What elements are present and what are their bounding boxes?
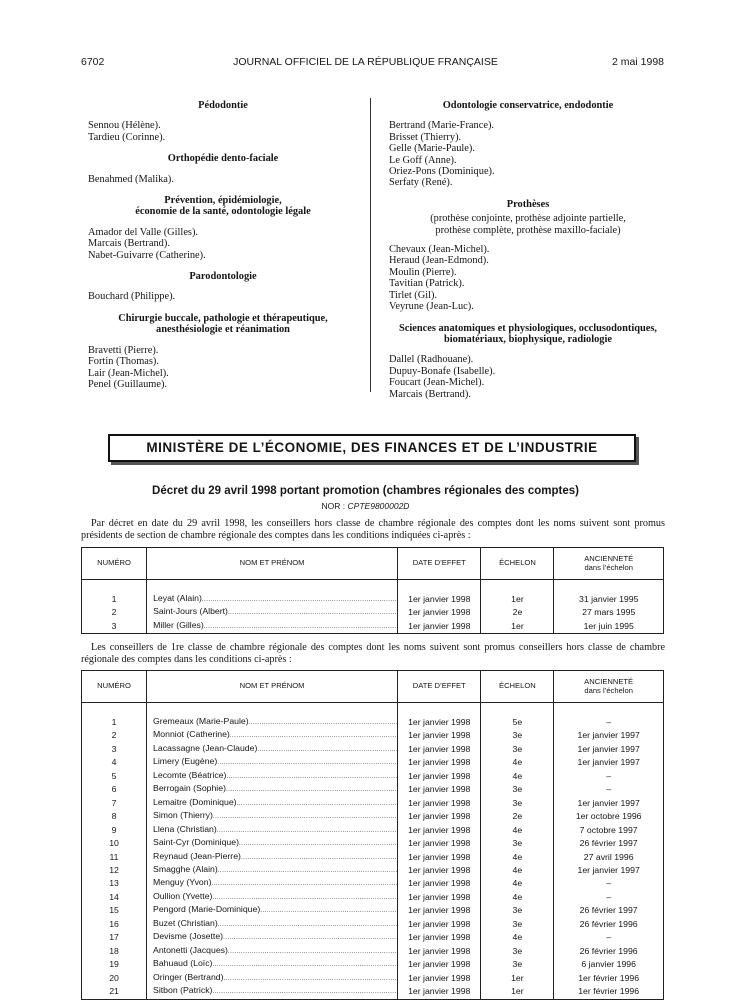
- row-date: 1er janvier 1998: [398, 945, 481, 958]
- row-date: 1er janvier 1998: [398, 716, 481, 729]
- dot-leader: [212, 960, 397, 971]
- row-anciennete: 26 février 1997: [554, 904, 664, 917]
- row-name: Pengord (Marie-Dominique): [153, 904, 261, 915]
- nor-code: CPTE9800002D: [347, 501, 410, 511]
- dot-leader: [223, 933, 397, 944]
- table-row: [82, 891, 664, 904]
- section-subtitle: [389, 213, 667, 236]
- section-title: Odontologie conservatrice, endodontie: [442, 100, 614, 111]
- table-row: [82, 864, 664, 877]
- row-name: Bahuaud (Loïc): [153, 958, 213, 969]
- col-header-numero: NUMÉRO: [82, 548, 147, 580]
- dot-leader: [212, 987, 397, 998]
- row-name: Llena (Christian): [153, 823, 217, 834]
- row-date: 1er janvier 1998: [398, 864, 481, 877]
- member-name: Le Goff (Anne).: [389, 154, 457, 166]
- member-name: Veyrune (Jean-Luc).: [389, 301, 474, 313]
- row-date: 1er janvier 1998: [398, 743, 481, 756]
- row-date: 1er janvier 1998: [398, 593, 481, 606]
- row-anciennete: 1er janvier 1997: [554, 729, 664, 742]
- table-row: [82, 606, 664, 619]
- row-name: Saint-Cyr (Dominique): [153, 837, 239, 848]
- decree-title: Décret du 29 avril 1998 portant promotion (chambres régionales des comptes): [152, 485, 579, 497]
- row-echelon: 3e: [481, 729, 554, 742]
- row-number: 4: [82, 756, 147, 769]
- row-echelon: 5e: [481, 716, 554, 729]
- row-name: Lacassagne (Jean-Claude): [153, 742, 258, 753]
- row-name-cell: [147, 918, 398, 931]
- member-name: Benahmed (Malika).: [88, 173, 174, 185]
- row-name-cell: [147, 783, 398, 796]
- row-echelon: 3e: [481, 837, 554, 850]
- row-number: 19: [82, 958, 147, 971]
- col-header-anciennete: ANCIENNETÉ dans l’échelon: [554, 671, 664, 703]
- section-title-line: économie de la santé, odontologie légale: [135, 206, 311, 218]
- row-name-cell: [147, 797, 398, 810]
- table-row: [82, 985, 664, 999]
- row-name-cell: [147, 716, 398, 729]
- dot-leader: [260, 906, 397, 917]
- row-name-cell: [147, 770, 398, 783]
- table-row: [82, 797, 664, 810]
- table-row: [82, 851, 664, 864]
- member-name: Sennou (Hélène).: [88, 120, 161, 132]
- table-row: [82, 810, 664, 823]
- decree-paragraph-1: Par décret en date du 29 avril 1998, les conseillers hors classe de chambre régionale des comptes dont les noms suivent sont promus présidents de section de chambre régionale des comptes dans les conditions indiquées ci-après :: [81, 518, 665, 541]
- row-echelon: 4e: [481, 891, 554, 904]
- row-anciennete: –: [554, 770, 664, 783]
- member-name: Serfaty (René).: [389, 177, 453, 189]
- row-anciennete: –: [554, 877, 664, 890]
- row-number: 5: [82, 770, 147, 783]
- member-name: Nabet-Guivarre (Catherine).: [88, 249, 206, 261]
- row-anciennete: 1er janvier 1997: [554, 797, 664, 810]
- row-date: 1er janvier 1998: [398, 877, 481, 890]
- table-row: [82, 620, 664, 634]
- member-name: Bertrand (Marie-France).: [389, 120, 495, 132]
- row-name-cell: [147, 904, 398, 917]
- dot-leader: [218, 866, 397, 877]
- row-anciennete: 1er février 1996: [554, 972, 664, 985]
- left-column: [88, 100, 358, 390]
- dot-leader: [257, 745, 397, 756]
- column-divider: [370, 98, 371, 392]
- section-title: Orthopédie dento-faciale: [167, 153, 279, 165]
- row-echelon: 3e: [481, 783, 554, 796]
- row-date: 1er janvier 1998: [398, 824, 481, 837]
- row-name-cell: [147, 620, 398, 634]
- row-name-cell: [147, 931, 398, 944]
- row-name-cell: [147, 743, 398, 756]
- row-number: 3: [82, 743, 147, 756]
- row-anciennete: 27 mars 1995: [554, 606, 664, 619]
- dot-leader: [213, 812, 397, 823]
- row-date: 1er janvier 1998: [398, 958, 481, 971]
- row-number: 20: [82, 972, 147, 985]
- row-number: 13: [82, 877, 147, 890]
- row-name-cell: [147, 824, 398, 837]
- row-name: Limery (Eugène): [153, 756, 218, 767]
- row-name: Saint-Jours (Albert): [153, 606, 228, 617]
- subtitle-line: prothèse complète, prothèse maxillo-faciale): [435, 224, 621, 236]
- member-name: Lair (Jean-Michel).: [88, 367, 169, 379]
- row-number: 16: [82, 918, 147, 931]
- member-name: Brisset (Thierry).: [389, 131, 462, 143]
- ministry-banner: MINISTÈRE DE L’ÉCONOMIE, DES FINANCES ET DE L’INDUSTRIE: [108, 434, 636, 462]
- row-number: 11: [82, 851, 147, 864]
- row-name-cell: [147, 891, 398, 904]
- row-echelon: 2e: [481, 810, 554, 823]
- member-name: Bravetti (Pierre).: [88, 344, 159, 356]
- table-row: [82, 756, 664, 769]
- dot-leader: [202, 595, 397, 606]
- row-echelon: 3e: [481, 743, 554, 756]
- row-anciennete: 26 février 1996: [554, 945, 664, 958]
- table-row: [82, 837, 664, 850]
- row-echelon: 4e: [481, 770, 554, 783]
- dot-leader: [241, 853, 397, 864]
- table-row: [82, 945, 664, 958]
- row-number: 7: [82, 797, 147, 810]
- row-number: 3: [82, 620, 147, 634]
- row-date: 1er janvier 1998: [398, 931, 481, 944]
- row-name: Sitbon (Patrick): [153, 985, 213, 996]
- row-echelon: 4e: [481, 851, 554, 864]
- row-echelon: 2e: [481, 606, 554, 619]
- col-header-date: DATE D’EFFET: [398, 671, 481, 703]
- dot-leader: [230, 731, 397, 742]
- row-name: Antonetti (Jacques): [153, 944, 228, 955]
- table-row: [82, 904, 664, 917]
- section-title-line: Prévention, épidémiologie,: [164, 195, 282, 207]
- dot-leader: [249, 718, 397, 729]
- row-echelon: 3e: [481, 918, 554, 931]
- row-name-cell: [147, 972, 398, 985]
- row-echelon: 3e: [481, 797, 554, 810]
- row-name-cell: [147, 877, 398, 890]
- row-anciennete: –: [554, 716, 664, 729]
- dot-leader: [226, 772, 397, 783]
- col-header-anciennete: ANCIENNETÉ dans l’échelon: [554, 548, 664, 580]
- row-anciennete: –: [554, 891, 664, 904]
- row-echelon: 4e: [481, 877, 554, 890]
- col-header-echelon: ÉCHELON: [481, 548, 554, 580]
- row-date: 1er janvier 1998: [398, 904, 481, 917]
- col-header-nom: NOM ET PRÉNOM: [147, 548, 398, 580]
- col-header-echelon: ÉCHELON: [481, 671, 554, 703]
- row-date: 1er janvier 1998: [398, 783, 481, 796]
- member-name: Dallel (Radhouane).: [389, 354, 474, 366]
- row-echelon: 3e: [481, 958, 554, 971]
- dot-leader: [239, 839, 397, 850]
- row-anciennete: 1er janvier 1997: [554, 864, 664, 877]
- row-number: 10: [82, 837, 147, 850]
- row-name: Miller (Gilles): [153, 619, 204, 630]
- row-echelon: 4e: [481, 824, 554, 837]
- row-date: 1er janvier 1998: [398, 851, 481, 864]
- member-name: Heraud (Jean-Edmond).: [389, 255, 489, 267]
- dot-leader: [211, 879, 397, 890]
- member-name: Oriez-Pons (Dominique).: [389, 166, 495, 178]
- row-date: 1er janvier 1998: [398, 770, 481, 783]
- dot-leader: [228, 947, 397, 958]
- nor-reference: [0, 501, 731, 511]
- row-name-cell: [147, 837, 398, 850]
- row-echelon: 3e: [481, 945, 554, 958]
- row-anciennete: 26 février 1996: [554, 918, 664, 931]
- member-name: Tavitian (Patrick).: [389, 278, 465, 290]
- dot-leader: [212, 893, 397, 904]
- row-echelon: 1er: [481, 620, 554, 634]
- section-title: [88, 195, 358, 218]
- row-date: 1er janvier 1998: [398, 606, 481, 619]
- issue-date: 2 mai 1998: [612, 56, 664, 68]
- row-number: 15: [82, 904, 147, 917]
- conseillers-table: [81, 670, 664, 1000]
- member-name: Marcais (Bertrand).: [88, 238, 170, 250]
- table-row: [82, 877, 664, 890]
- row-anciennete: 6 janvier 1996: [554, 958, 664, 971]
- section-title-line: Chirurgie buccale, pathologie et thérapeutique,: [118, 312, 328, 324]
- row-number: 17: [82, 931, 147, 944]
- row-number: 14: [82, 891, 147, 904]
- journal-title: JOURNAL OFFICIEL DE LA RÉPUBLIQUE FRANÇAISE: [233, 56, 498, 68]
- row-name-cell: [147, 864, 398, 877]
- decree-paragraph-2: Les conseillers de 1re classe de chambre régionale des comptes dont les noms suivent sont promus conseillers hors classe de chambre régionale des comptes dans les conditions ci-après :: [81, 642, 665, 665]
- section-title: [88, 313, 358, 336]
- member-name: Amador del Valle (Gilles).: [88, 226, 199, 238]
- row-anciennete: 31 janvier 1995: [554, 593, 664, 606]
- row-anciennete: 1er juin 1995: [554, 620, 664, 634]
- row-number: 9: [82, 824, 147, 837]
- row-date: 1er janvier 1998: [398, 837, 481, 850]
- row-number: 2: [82, 729, 147, 742]
- right-column: [389, 100, 667, 400]
- section-title: [389, 323, 667, 346]
- row-echelon: 1er: [481, 593, 554, 606]
- member-name: Marcais (Bertrand).: [389, 388, 471, 400]
- member-name: Foucart (Jean-Michel).: [389, 377, 485, 389]
- row-name: Leyat (Alain): [153, 593, 202, 603]
- row-anciennete: 1er janvier 1997: [554, 756, 664, 769]
- row-name: Gremeaux (Marie-Paule): [153, 716, 249, 726]
- presidents-table: [81, 547, 664, 634]
- row-date: 1er janvier 1998: [398, 985, 481, 999]
- row-name: Oringer (Bertrand): [153, 971, 224, 982]
- member-name: Moulin (Pierre).: [389, 266, 457, 278]
- row-number: 18: [82, 945, 147, 958]
- dot-leader: [226, 785, 397, 796]
- row-name: Monniot (Catherine): [153, 729, 230, 740]
- row-name-cell: [147, 851, 398, 864]
- row-name: Oullion (Yvette): [153, 890, 213, 901]
- section-title: Prothèses: [506, 198, 550, 210]
- row-date: 1er janvier 1998: [398, 756, 481, 769]
- row-name: Berrogain (Sophie): [153, 783, 226, 794]
- row-echelon: 4e: [481, 931, 554, 944]
- row-anciennete: 1er février 1996: [554, 985, 664, 999]
- member-name: Tardieu (Corinne).: [88, 131, 166, 143]
- table-row: [82, 783, 664, 796]
- dot-leader: [204, 622, 397, 633]
- subtitle-line: (prothèse conjointe, prothèse adjointe partielle,: [430, 213, 626, 225]
- row-number: 21: [82, 985, 147, 999]
- section-title: Parodontologie: [189, 271, 257, 283]
- row-name-cell: [147, 985, 398, 999]
- row-name: Simon (Thierry): [153, 810, 213, 821]
- row-number: 2: [82, 606, 147, 619]
- row-name: Reynaud (Jean-Pierre): [153, 850, 241, 861]
- row-name: Devisme (Josette): [153, 931, 224, 942]
- table-row: [82, 972, 664, 985]
- row-number: 1: [82, 593, 147, 606]
- dot-leader: [224, 974, 398, 985]
- row-anciennete: 7 octobre 1997: [554, 824, 664, 837]
- row-date: 1er janvier 1998: [398, 729, 481, 742]
- row-date: 1er janvier 1998: [398, 797, 481, 810]
- table-row: [82, 743, 664, 756]
- member-name: Gelle (Marie-Paule).: [389, 143, 475, 155]
- table-row: [82, 770, 664, 783]
- row-name-cell: [147, 958, 398, 971]
- col-header-numero: NUMÉRO: [82, 671, 147, 703]
- dot-leader: [217, 758, 397, 769]
- table-row: [82, 824, 664, 837]
- row-anciennete: 1er octobre 1996: [554, 810, 664, 823]
- nor-label: NOR :: [321, 501, 346, 511]
- row-anciennete: –: [554, 783, 664, 796]
- section-title-line: Sciences anatomiques et physiologiques, occlusodontiques,: [398, 322, 658, 334]
- table-row: [82, 729, 664, 742]
- section-title-line: anesthésiologie et réanimation: [156, 324, 290, 336]
- row-echelon: 3e: [481, 904, 554, 917]
- row-name: Lemaitre (Dominique): [153, 796, 237, 807]
- row-date: 1er janvier 1998: [398, 918, 481, 931]
- row-name-cell: [147, 945, 398, 958]
- row-name-cell: [147, 606, 398, 619]
- row-echelon: 1er: [481, 985, 554, 999]
- row-number: 6: [82, 783, 147, 796]
- row-echelon: 1er: [481, 972, 554, 985]
- table-row: [82, 716, 664, 729]
- dot-leader: [228, 608, 397, 619]
- row-anciennete: 1er janvier 1997: [554, 743, 664, 756]
- row-name: Buzet (Christian): [153, 917, 218, 928]
- row-anciennete: 27 avril 1996: [554, 851, 664, 864]
- row-anciennete: 26 février 1997: [554, 837, 664, 850]
- section-title-line: biomatériaux, biophysique, radiologie: [443, 333, 612, 345]
- row-name-cell: [147, 810, 398, 823]
- row-anciennete: –: [554, 931, 664, 944]
- member-name: Fortin (Thomas).: [88, 356, 159, 368]
- row-name: Lecomte (Béatrice): [153, 769, 227, 780]
- member-name: Tirlet (Gil).: [389, 289, 438, 301]
- row-date: 1er janvier 1998: [398, 891, 481, 904]
- table-row: [82, 958, 664, 971]
- member-name: Penel (Guillaume).: [88, 378, 168, 390]
- row-date: 1er janvier 1998: [398, 972, 481, 985]
- row-name-cell: [147, 729, 398, 742]
- table-row: [82, 918, 664, 931]
- row-name: Menguy (Yvon): [153, 877, 212, 888]
- dot-leader: [218, 920, 397, 931]
- table-row: [82, 593, 664, 606]
- table-row: [82, 931, 664, 944]
- member-name: Chevaux (Jean-Michel).: [389, 244, 490, 256]
- dot-leader: [217, 826, 397, 837]
- row-number: 1: [82, 716, 147, 729]
- col-header-date: DATE D’EFFET: [398, 548, 481, 580]
- section-title: Pédodontie: [198, 100, 248, 111]
- row-name-cell: [147, 756, 398, 769]
- page-number: 6702: [81, 56, 105, 68]
- col-header-nom: NOM ET PRÉNOM: [147, 671, 398, 703]
- dot-leader: [237, 799, 397, 810]
- row-date: 1er janvier 1998: [398, 810, 481, 823]
- row-echelon: 4e: [481, 756, 554, 769]
- member-name: Dupuy-Bonafe (Isabelle).: [389, 365, 496, 377]
- row-number: 8: [82, 810, 147, 823]
- member-name: Bouchard (Philippe).: [88, 291, 176, 303]
- row-name: Smagghe (Alain): [153, 863, 218, 874]
- row-echelon: 4e: [481, 864, 554, 877]
- row-name-cell: [147, 593, 398, 606]
- row-date: 1er janvier 1998: [398, 620, 481, 634]
- row-number: 12: [82, 864, 147, 877]
